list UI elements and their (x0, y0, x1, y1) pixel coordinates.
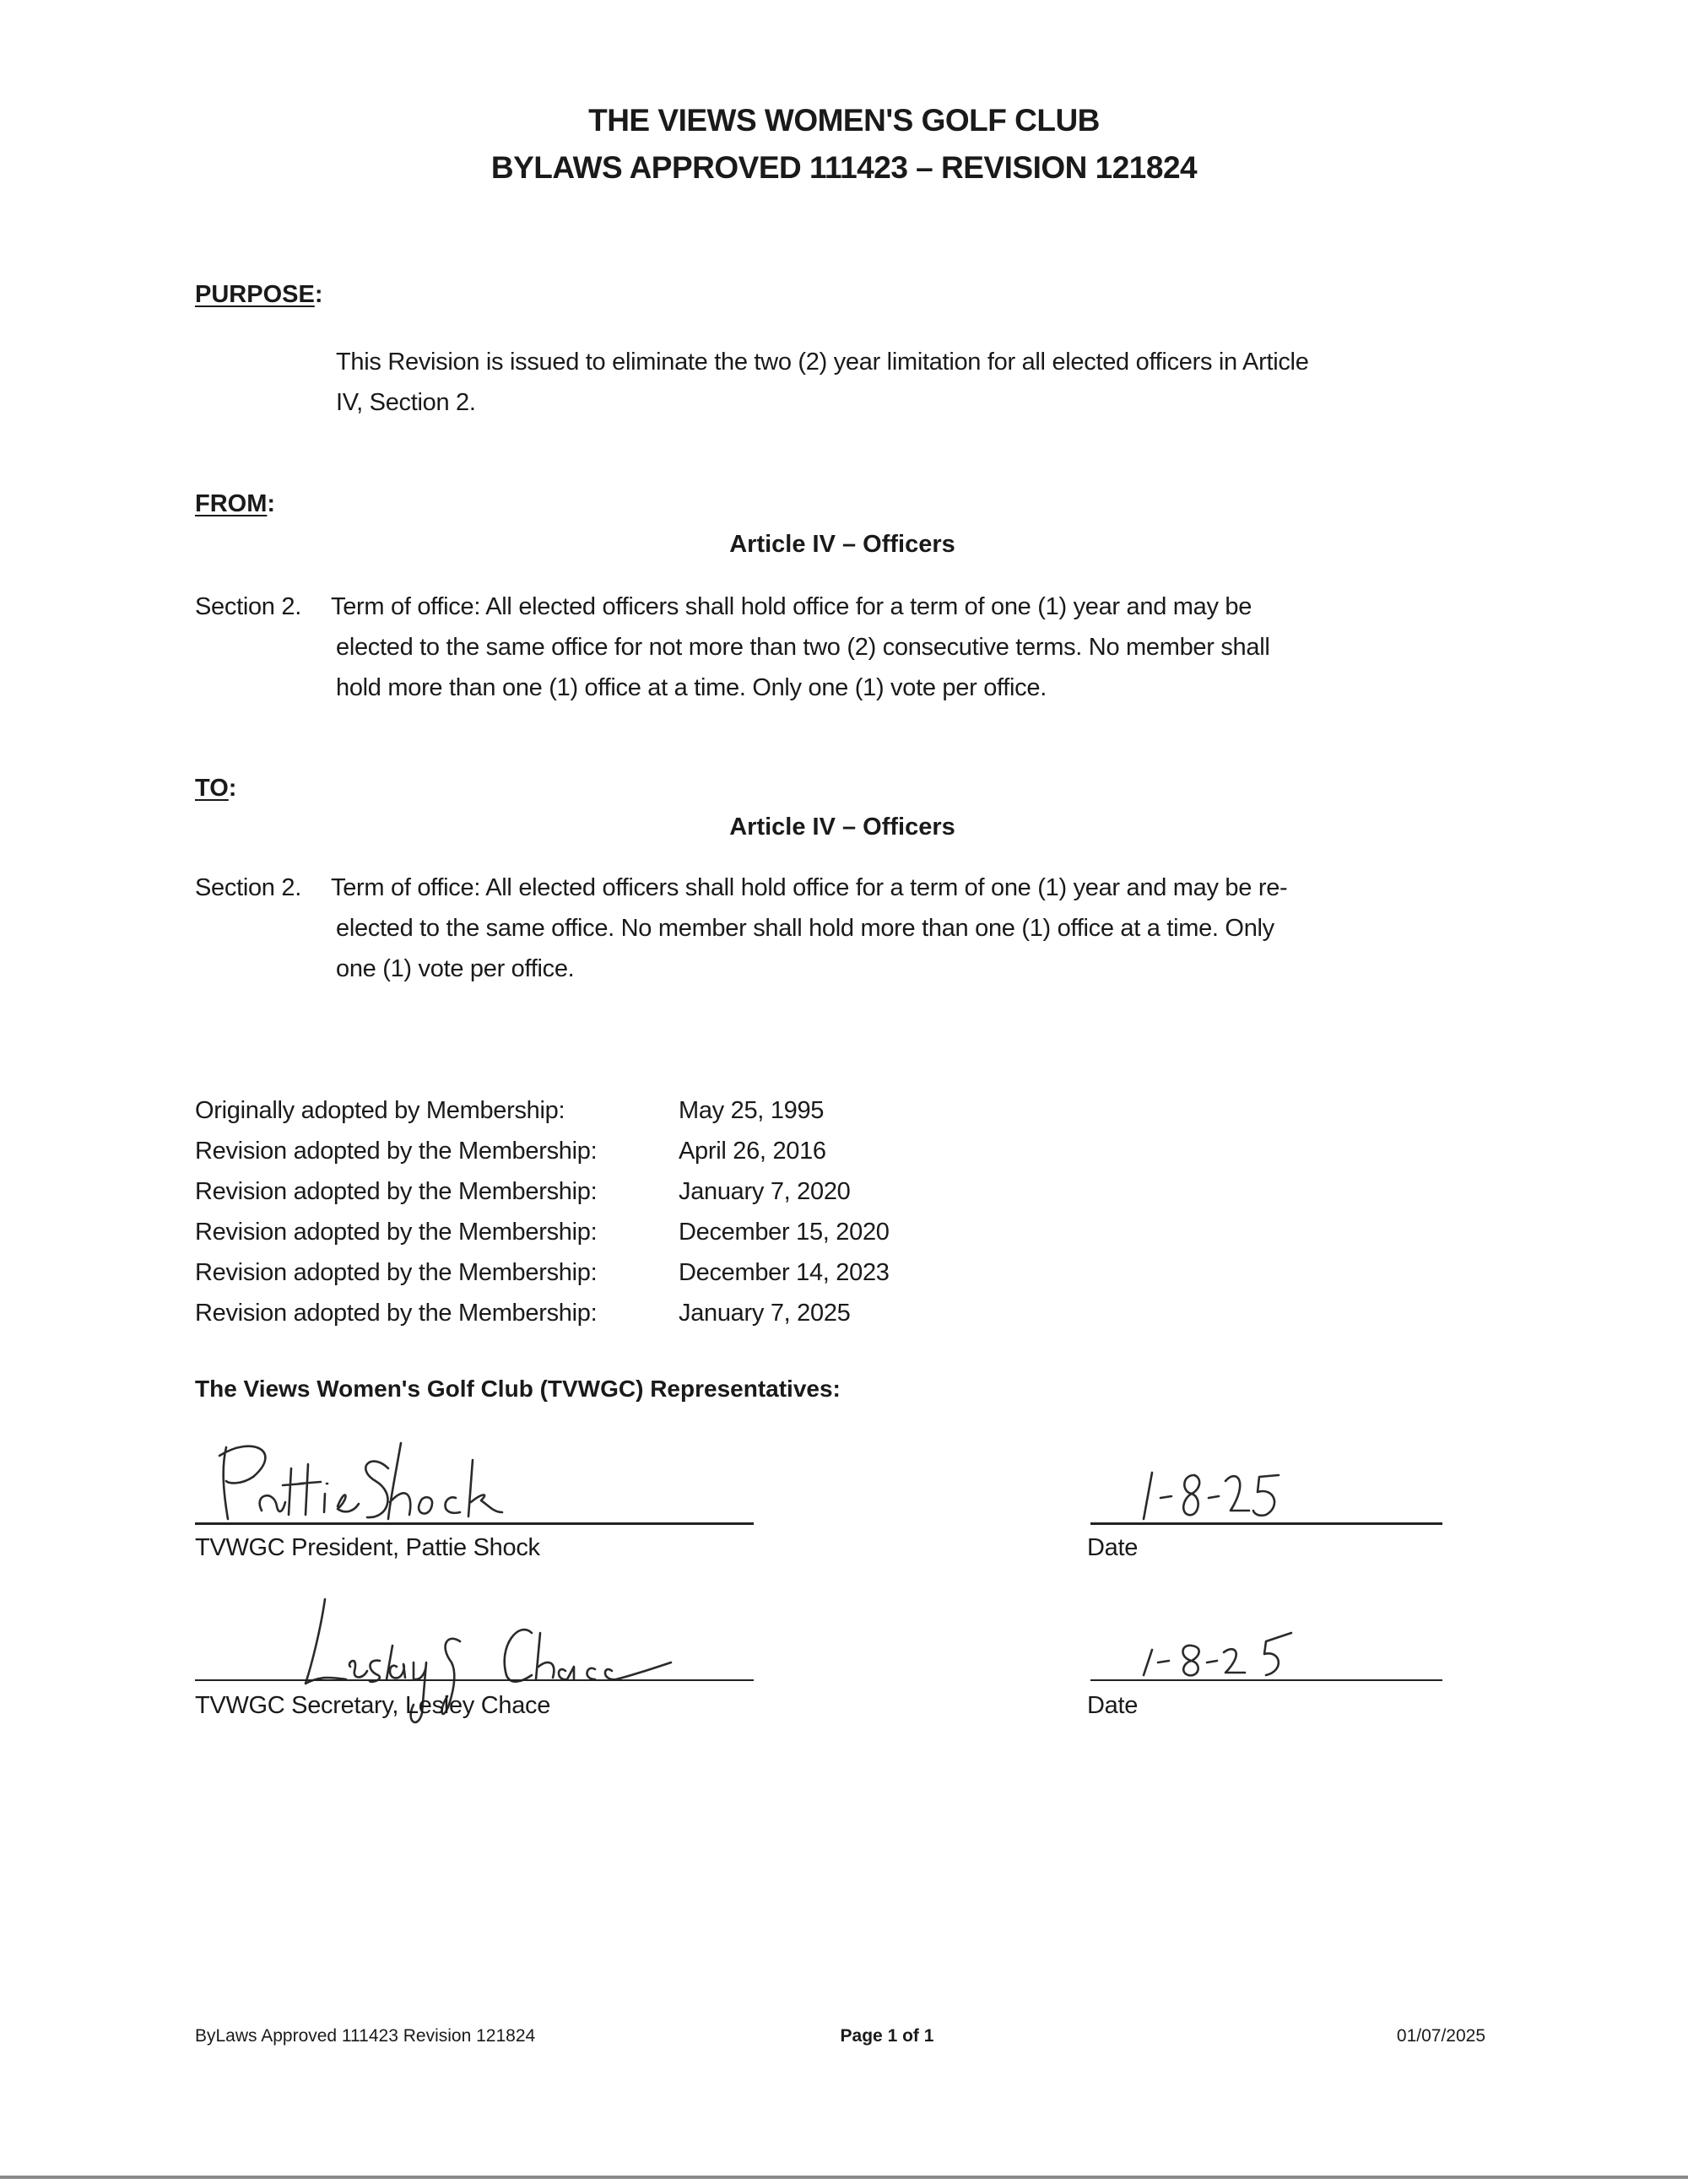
from-text-line: hold more than one (1) office at a time. Only one (1) vote per office. (336, 674, 1047, 701)
from-section-prefix: Section 2. (195, 593, 301, 620)
adoption-label: Revision adopted by the Membership: (195, 1259, 598, 1286)
secretary-handwritten-date (1131, 1629, 1325, 1679)
to-text-line: one (1) vote per office. (336, 955, 575, 982)
from-text-line: Term of office: All elected officers shall hold office for a term of one (1) year and may be (331, 593, 1252, 620)
president-handwritten-date (1131, 1468, 1300, 1523)
adoption-label: Originally adopted by Membership: (195, 1097, 565, 1124)
document-title: THE VIEWS WOMEN'S GOLF CLUB (588, 103, 1100, 138)
to-text-line: Term of office: All elected officers shall hold office for a term of one (1) year and may be re- (331, 874, 1288, 901)
secretary-date-line (1090, 1679, 1442, 1681)
from-text-line: elected to the same office for not more than two (2) consecutive terms. No member shall (336, 634, 1270, 661)
purpose-text-line: IV, Section 2. (336, 389, 476, 416)
president-title: TVWGC President, Pattie Shock (195, 1534, 540, 1561)
adoption-label: Revision adopted by the Membership: (195, 1300, 598, 1327)
to-article-heading: Article IV – Officers (729, 814, 955, 841)
from-article-heading: Article IV – Officers (729, 531, 955, 558)
secretary-date-label: Date (1087, 1692, 1139, 1719)
adoption-date: January 7, 2020 (679, 1178, 851, 1205)
adoption-date: December 14, 2023 (679, 1259, 890, 1286)
document-subtitle: BYLAWS APPROVED 111423 – REVISION 121824 (490, 150, 1198, 185)
adoption-date: December 15, 2020 (679, 1219, 890, 1246)
president-date-line (1090, 1522, 1442, 1525)
footer-page-number: Page 1 of 1 (840, 2026, 934, 2046)
secretary-signature-line (195, 1679, 754, 1681)
adoption-date: January 7, 2025 (679, 1300, 851, 1327)
adoption-label: Revision adopted by the Membership: (195, 1178, 598, 1205)
representatives-heading: The Views Women's Golf Club (TVWGC) Representatives: (195, 1376, 841, 1402)
adoption-label: Revision adopted by the Membership: (195, 1138, 598, 1165)
scan-edge-line (0, 2176, 1688, 2179)
adoption-date: May 25, 1995 (679, 1097, 825, 1124)
president-date-label: Date (1087, 1534, 1139, 1561)
to-text-line: elected to the same office. No member shall hold more than one (1) office at a time. Only (336, 915, 1274, 942)
president-signature-line (195, 1522, 754, 1525)
president-signature (203, 1435, 557, 1527)
footer-document-id: ByLaws Approved 111423 Revision 121824 (195, 2026, 536, 2046)
adoption-date: April 26, 2016 (679, 1138, 826, 1165)
purpose-text-line: This Revision is issued to eliminate the two (2) year limitation for all elected officers in Article (336, 349, 1309, 376)
footer-date: 01/07/2025 (1396, 2026, 1485, 2046)
purpose-label: PURPOSE: (195, 281, 323, 308)
secretary-title: TVWGC Secretary, Lesley Chace (195, 1692, 551, 1719)
adoption-label: Revision adopted by the Membership: (195, 1219, 598, 1246)
to-section-prefix: Section 2. (195, 874, 301, 901)
to-label: TO: (195, 775, 237, 802)
from-label: FROM: (195, 490, 276, 517)
